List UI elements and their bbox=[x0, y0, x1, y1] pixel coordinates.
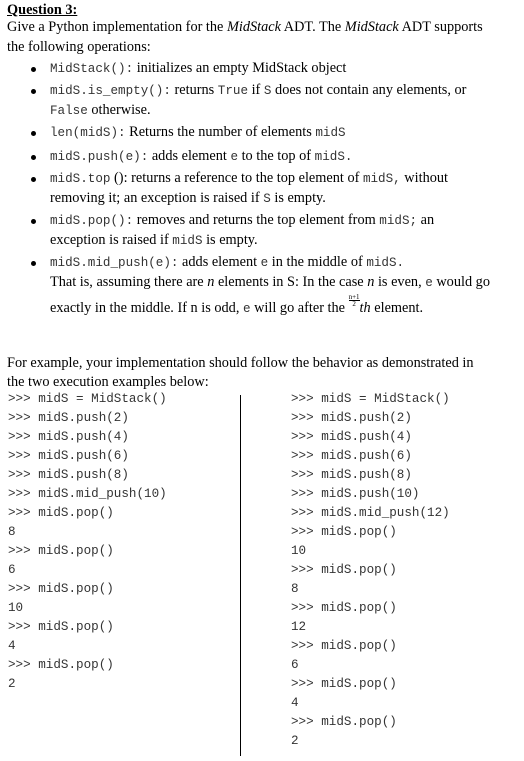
adt-name: MidStack bbox=[226, 19, 281, 35]
code-line: 10 bbox=[291, 544, 307, 558]
code-line: 2 bbox=[291, 734, 299, 748]
example-line-2: the two execution examples below: bbox=[7, 374, 209, 390]
code-line: 8 bbox=[291, 582, 299, 596]
bullet-point bbox=[31, 219, 36, 224]
code-text: e bbox=[260, 256, 269, 270]
code-line: >>> midS.push(6) bbox=[291, 449, 412, 463]
fraction-denominator: 2 bbox=[352, 300, 356, 308]
bullet-pop bbox=[50, 212, 434, 229]
bullet-text: element. bbox=[370, 300, 424, 316]
code-line: >>> midS.push(10) bbox=[291, 487, 420, 501]
bullet-point bbox=[31, 67, 36, 72]
bullet-text: adds element bbox=[178, 254, 261, 270]
bullet-point bbox=[31, 89, 36, 94]
bullet-text: removing it; an exception is raised if bbox=[50, 190, 264, 206]
code-text: midS bbox=[315, 126, 346, 140]
bullet-point bbox=[31, 155, 36, 160]
bullet-text: That is, assuming there are bbox=[50, 274, 208, 290]
code-line: 6 bbox=[291, 658, 299, 672]
code-line: >>> midS.pop() bbox=[8, 544, 114, 558]
bullet-push bbox=[50, 148, 352, 165]
code-text: midS.top bbox=[50, 172, 111, 186]
bullet-point bbox=[31, 261, 36, 266]
code-text: e bbox=[425, 276, 433, 290]
code-line: >>> midS.pop() bbox=[8, 620, 114, 634]
bullet-pop-cont bbox=[50, 232, 258, 249]
code-line: >>> midS.pop() bbox=[8, 506, 114, 520]
code-text: True bbox=[217, 84, 249, 98]
code-line: 6 bbox=[8, 563, 16, 577]
math-suffix: th bbox=[359, 300, 371, 316]
bullet-text: returns bbox=[170, 82, 218, 98]
code-line: 4 bbox=[291, 696, 299, 710]
fraction-numerator: n+1 bbox=[348, 293, 360, 301]
code-line: >>> midS.push(4) bbox=[8, 430, 129, 444]
code-text: midS bbox=[172, 234, 203, 248]
code-line: 12 bbox=[291, 620, 307, 634]
code-line: >>> midS.mid_push(12) bbox=[291, 506, 450, 520]
bullet-top bbox=[50, 170, 448, 187]
code-text: midS.pop(): bbox=[50, 214, 134, 228]
bullet-mid-push bbox=[50, 254, 404, 271]
code-text: S bbox=[263, 192, 271, 206]
question-heading: Question 3: bbox=[7, 2, 78, 18]
intro-line-2: the following operations: bbox=[7, 39, 151, 55]
code-text: midS; bbox=[379, 214, 418, 228]
code-line: 4 bbox=[8, 639, 16, 653]
code-line: 2 bbox=[8, 677, 16, 691]
bullet-text: adds element bbox=[148, 148, 231, 164]
code-text: midS, bbox=[362, 172, 401, 186]
code-line: >>> midS = MidStack() bbox=[291, 392, 450, 406]
bullet-is-empty-cont bbox=[50, 102, 151, 119]
fraction bbox=[349, 294, 360, 307]
code-text: MidStack(): bbox=[50, 62, 134, 76]
bullet-len bbox=[50, 124, 346, 141]
bullet-text: removes and returns the top element from bbox=[133, 212, 380, 228]
bullet-text: is even, bbox=[374, 274, 426, 290]
code-line: >>> midS.push(2) bbox=[8, 411, 129, 425]
column-divider bbox=[240, 395, 241, 756]
math-var: n bbox=[367, 274, 375, 290]
code-line: >>> midS.pop() bbox=[291, 525, 397, 539]
bullet-text: is empty. bbox=[270, 190, 326, 206]
code-line: >>> midS.pop() bbox=[8, 658, 114, 672]
code-text: S bbox=[263, 84, 272, 98]
code-text: midS. bbox=[314, 150, 353, 164]
code-text: midS.is_empty(): bbox=[50, 84, 171, 98]
code-text: len(midS): bbox=[50, 126, 126, 140]
bullet-text: otherwise. bbox=[87, 102, 151, 118]
bullet-text: is empty. bbox=[202, 232, 258, 248]
code-line: >>> midS.push(8) bbox=[8, 468, 129, 482]
code-line: >>> midS.push(8) bbox=[291, 468, 412, 482]
math-var: n bbox=[207, 274, 215, 290]
bullet-text: does not contain any elements, or bbox=[271, 82, 467, 98]
code-line: >>> midS.pop() bbox=[291, 639, 397, 653]
code-line: >>> midS.pop() bbox=[8, 582, 114, 596]
code-line: >>> midS.pop() bbox=[291, 677, 397, 691]
intro-text: ADT. The bbox=[280, 19, 345, 35]
intro-text: Give a Python implementation for the bbox=[7, 19, 227, 35]
bullet-point bbox=[31, 131, 36, 136]
code-line: >>> midS.pop() bbox=[291, 601, 397, 615]
intro-text: ADT supports bbox=[398, 19, 483, 35]
code-text: e bbox=[242, 302, 251, 316]
example-line-1: For example, your implementation should follow the behavior as demonstrated in bbox=[7, 355, 474, 371]
code-line: >>> midS.push(2) bbox=[291, 411, 412, 425]
code-text: midS. bbox=[366, 256, 405, 270]
bullet-point bbox=[31, 177, 36, 182]
code-line: 10 bbox=[8, 601, 24, 615]
code-text: midS.push(e): bbox=[50, 150, 149, 164]
bullet-text: in the middle of bbox=[268, 254, 367, 270]
code-line: >>> midS = MidStack() bbox=[8, 392, 167, 406]
bullet-text: if bbox=[248, 82, 264, 98]
bullet-mid-push-cont-2 bbox=[50, 294, 423, 317]
code-line: >>> midS.pop() bbox=[291, 715, 397, 729]
bullet-text: initializes an empty MidStack object bbox=[133, 60, 347, 76]
code-text: False bbox=[50, 104, 88, 118]
bullet-mid-push-cont-1 bbox=[50, 274, 490, 291]
code-line: >>> midS.mid_push(10) bbox=[8, 487, 167, 501]
bullet-text: elements in S: In the case bbox=[214, 274, 368, 290]
bullet-text: Returns the number of elements bbox=[125, 124, 316, 140]
bullet-text: (): returns a reference to the top element of bbox=[110, 170, 363, 186]
bullet-top-cont bbox=[50, 190, 326, 207]
bullet-text: exception is raised if bbox=[50, 232, 173, 248]
code-line: >>> midS.pop() bbox=[291, 563, 397, 577]
code-line: 8 bbox=[8, 525, 16, 539]
bullet-text: would go bbox=[432, 274, 490, 290]
bullet-text: without bbox=[400, 170, 448, 186]
bullet-text: an bbox=[417, 212, 435, 228]
bullet-is-empty bbox=[50, 82, 466, 99]
bullet-midstack bbox=[50, 60, 346, 77]
bullet-text: exactly in the middle. If n is odd, bbox=[50, 300, 243, 316]
adt-name: MidStack bbox=[344, 19, 399, 35]
bullet-text: to the top of bbox=[238, 148, 315, 164]
code-text: e bbox=[230, 150, 238, 164]
code-line: >>> midS.push(4) bbox=[291, 430, 412, 444]
intro-line-1 bbox=[7, 19, 483, 36]
code-text: midS.mid_push(e): bbox=[50, 256, 179, 270]
code-line: >>> midS.push(6) bbox=[8, 449, 129, 463]
bullet-text: will go after the bbox=[250, 300, 349, 316]
